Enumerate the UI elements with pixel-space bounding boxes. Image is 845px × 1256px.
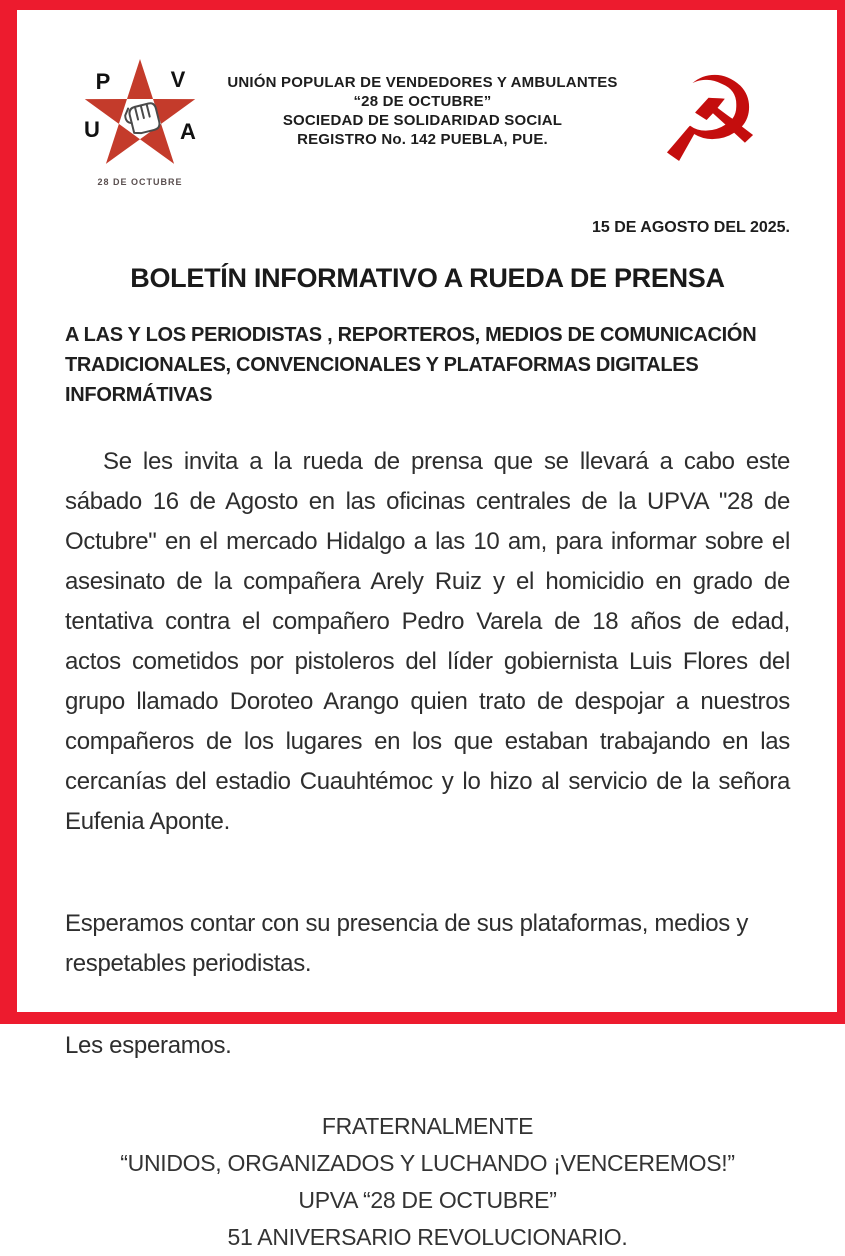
body-paragraph-1: Se les invita a la rueda de prensa que se llevará a cabo este sábado 16 de Agosto en las oficinas centrales de la UPVA "28 de Octubre" en el mercado Hidalgo a las 10 am, para informar sobre el asesinato de la compañera Arely Ruiz y el homicidio en grado de tentativa contra el compañero Pedro Varela de 18 años de edad, actos cometidos por pistoleros del líder gobiernista Luis Flores del grupo llamado Doroteo Arango quien trato de despojar a nuestros compañeros de los lugares en los que estaban trabajando en las cercanías del estadio Cuauhtémoc y lo hizo al servicio de la señora Eufenia Aponte. xyxy=(65,448,790,835)
addressee-paragraph: A LAS Y LOS PERIODISTAS , REPORTEROS, MEDIOS DE COMUNICACIÓN TRADICIONALES, CONVENCIONALES Y PLATAFORMAS DIGITALES INFORMÁTIVAS xyxy=(65,324,757,406)
upva-star-logo xyxy=(65,55,215,187)
org-line-3: SOCIEDAD DE SOLIDARIDAD SOCIAL xyxy=(282,112,563,129)
org-name-block xyxy=(215,55,630,149)
signature-line-2: “UNIDOS, ORGANIZADOS Y LUCHANDO ¡VENCEREMOS!” xyxy=(120,1150,735,1176)
logo-letter-p: P xyxy=(95,69,111,94)
date-line: 15 DE AGOSTO DEL 2025. xyxy=(591,219,790,236)
signature-line-3: UPVA “28 DE OCTUBRE” xyxy=(298,1187,557,1213)
document-title: BOLETÍN INFORMATIVO A RUEDA DE PRENSA xyxy=(130,263,725,293)
hammer-and-sickle-icon: ☭ xyxy=(657,51,763,189)
org-line-4: REGISTRO No. 142 PUEBLA, PUE. xyxy=(297,131,548,148)
logo-letter-u: U xyxy=(84,117,100,142)
signature-line-4: 51 ANIVERSARIO REVOLUCIONARIO. xyxy=(227,1224,628,1250)
org-line-2: “28 DE OCTUBRE” xyxy=(353,93,492,110)
hammer-sickle-block xyxy=(630,51,790,189)
logo-caption: 28 DE OCTUBRE xyxy=(97,177,183,187)
document-header xyxy=(65,51,790,189)
star-logo-graphic xyxy=(70,55,210,185)
body-paragraph-3: Les esperamos. xyxy=(65,1032,232,1059)
body-paragraph-2: Esperamos contar con su presencia de sus plataformas, medios y respetables periodistas. xyxy=(65,910,749,977)
logo-letter-a: A xyxy=(180,119,196,144)
logo-letter-v: V xyxy=(170,67,186,92)
signature-block xyxy=(65,1108,790,1256)
document-content xyxy=(17,10,837,1250)
signature-line-1: FRATERNALMENTE xyxy=(321,1113,534,1139)
org-line-1: UNIÓN POPULAR DE VENDEDORES Y AMBULANTES xyxy=(227,74,618,91)
